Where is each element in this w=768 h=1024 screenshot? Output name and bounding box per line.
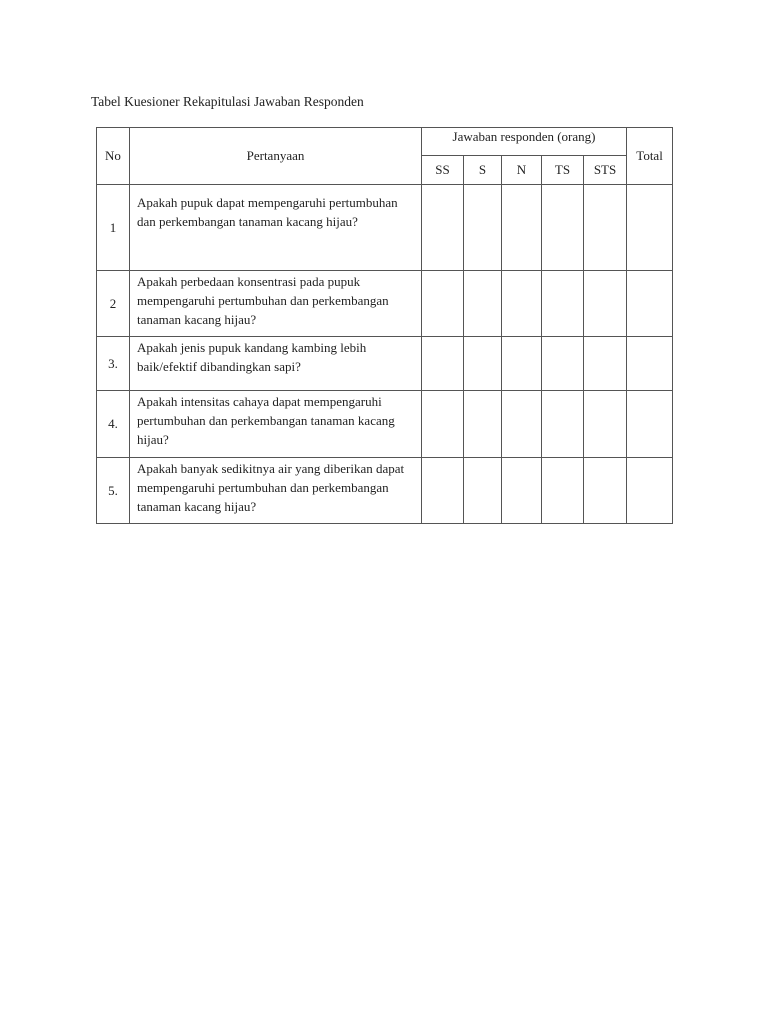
total-cell xyxy=(627,185,673,271)
row-question: Apakah jenis pupuk kandang kambing lebih baik/efektif dibandingkan sapi? xyxy=(130,337,422,391)
row-question: Apakah banyak sedikitnya air yang diberikan dapat mempengaruhi pertumbuhan dan perkembangan tanaman kacang hijau? xyxy=(130,458,422,524)
header-option-sts: STS xyxy=(584,156,627,185)
answer-cell-sts xyxy=(584,391,627,458)
answer-cell-ss xyxy=(422,271,464,337)
total-cell xyxy=(627,271,673,337)
header-option-ts: TS xyxy=(542,156,584,185)
row-question: Apakah intensitas cahaya dapat mempengaruhi pertumbuhan dan perkembangan tanaman kacang hijau? xyxy=(130,391,422,458)
row-number: 1 xyxy=(97,185,130,271)
header-row-top xyxy=(97,128,673,156)
row-question: Apakah perbedaan konsentrasi pada pupuk mempengaruhi pertumbuhan dan perkembangan tanaman kacang hijau? xyxy=(130,271,422,337)
row-number: 4. xyxy=(97,391,130,458)
header-option-s: S xyxy=(464,156,502,185)
table-row xyxy=(97,337,673,391)
answer-cell-ts xyxy=(542,458,584,524)
table-row xyxy=(97,271,673,337)
total-cell xyxy=(627,391,673,458)
answer-cell-ts xyxy=(542,391,584,458)
answer-cell-ts xyxy=(542,185,584,271)
table-row xyxy=(97,185,673,271)
answer-cell-ts xyxy=(542,337,584,391)
answer-cell-n xyxy=(502,458,542,524)
header-option-ss: SS xyxy=(422,156,464,185)
row-number: 3. xyxy=(97,337,130,391)
table-row xyxy=(97,391,673,458)
total-cell xyxy=(627,458,673,524)
table-caption: Tabel Kuesioner Rekapitulasi Jawaban Responden xyxy=(91,94,364,109)
table-row xyxy=(97,458,673,524)
header-option-n: N xyxy=(502,156,542,185)
answer-cell-s xyxy=(464,271,502,337)
answer-cell-ss xyxy=(422,337,464,391)
answer-cell-n xyxy=(502,391,542,458)
row-number: 5. xyxy=(97,458,130,524)
answer-cell-sts xyxy=(584,271,627,337)
header-answer-group: Jawaban responden (orang) xyxy=(422,128,627,156)
answer-cell-sts xyxy=(584,458,627,524)
answer-cell-n xyxy=(502,337,542,391)
answer-cell-s xyxy=(464,185,502,271)
answer-cell-n xyxy=(502,271,542,337)
answer-cell-sts xyxy=(584,185,627,271)
header-total: Total xyxy=(627,128,673,185)
header-question: Pertanyaan xyxy=(130,128,422,185)
answer-cell-ss xyxy=(422,458,464,524)
total-cell xyxy=(627,337,673,391)
row-number: 2 xyxy=(97,271,130,337)
header-no: No xyxy=(97,128,130,185)
answer-cell-ss xyxy=(422,391,464,458)
questionnaire-table xyxy=(96,127,673,524)
answer-cell-n xyxy=(502,185,542,271)
answer-cell-s xyxy=(464,391,502,458)
answer-cell-ss xyxy=(422,185,464,271)
answer-cell-s xyxy=(464,337,502,391)
answer-cell-ts xyxy=(542,271,584,337)
row-question: Apakah pupuk dapat mempengaruhi pertumbuhan dan perkembangan tanaman kacang hijau? xyxy=(130,185,422,271)
answer-cell-s xyxy=(464,458,502,524)
answer-cell-sts xyxy=(584,337,627,391)
